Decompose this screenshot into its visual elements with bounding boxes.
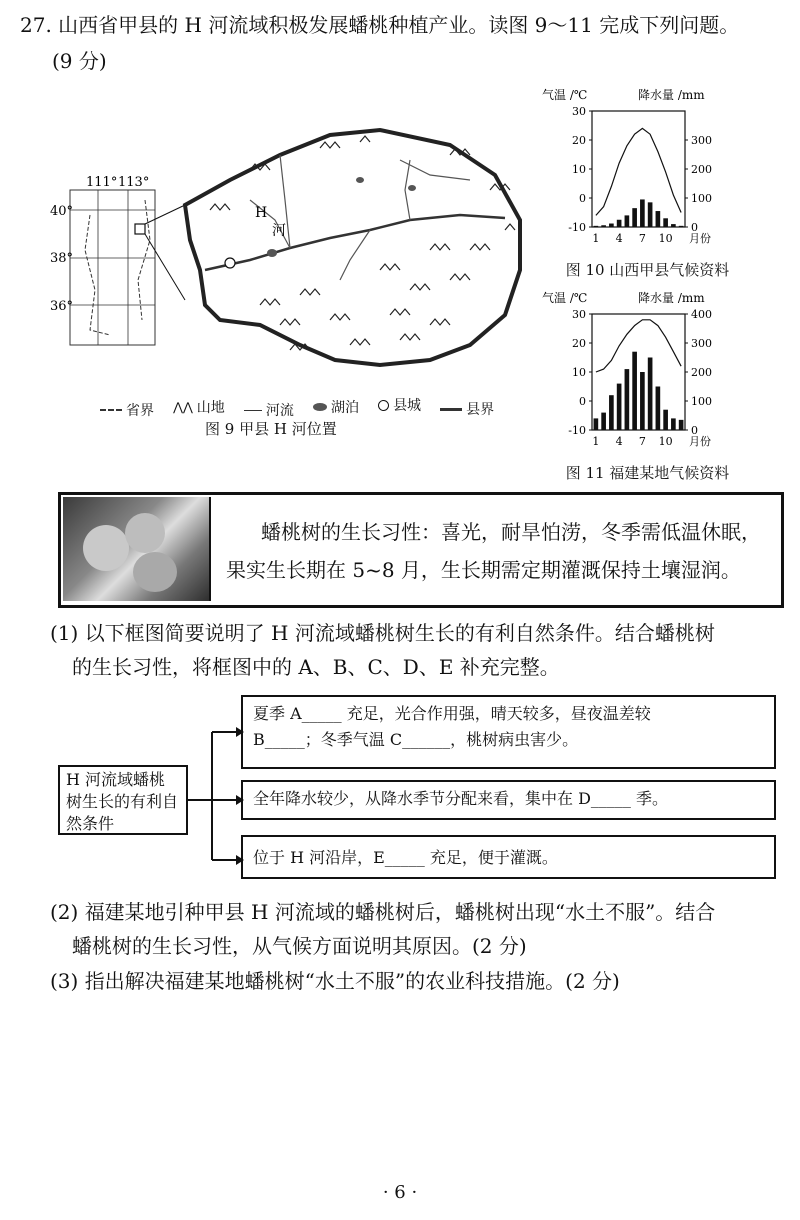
precip-axis-label: 降水量 /mm: [638, 88, 705, 102]
temp-tick-label: 20: [572, 337, 586, 350]
figure-9-caption: 图 9 甲县 H 河位置: [205, 420, 337, 438]
page-number: · 6 ·: [382, 1182, 418, 1203]
month-tick-label: 1: [592, 435, 600, 448]
legend-county: 县界: [466, 402, 495, 418]
precip-bar: [663, 218, 668, 227]
month-tick-label: 10: [658, 232, 673, 245]
precip-bar: [617, 384, 622, 430]
plot-frame: [592, 314, 685, 430]
precip-bar: [609, 395, 614, 430]
inset-map: [70, 190, 185, 345]
sub3-line-1: (3) 指出解决福建某地蟠桃树“水土不服”的农业科技措施。(2 分): [50, 969, 620, 993]
river-label-he: 河: [272, 223, 286, 239]
legend-mountain: 山地: [196, 399, 225, 416]
lon-label-113: 113°: [118, 175, 150, 190]
temp-tick-label: 0: [579, 395, 586, 408]
river-label-h: H: [255, 205, 268, 221]
flow-box-1-line-2: B_____；冬季气温 C______，桃树病虫害少。: [253, 730, 579, 749]
sub1-line-2: 的生长习性，将框图中的 A、B、C、D、E 补充完整。: [72, 655, 560, 679]
peach-photo: [63, 497, 209, 601]
temp-tick-label: 10: [572, 163, 586, 176]
month-tick-label: 4: [615, 232, 623, 245]
climate-chart-10: [540, 85, 755, 285]
precip-bar: [671, 224, 676, 227]
flow-box-3: 位于 H 河沿岸，E_____ 充足，便于灌溉。: [241, 835, 776, 879]
river-icon: [244, 410, 262, 411]
month-tick-label: 7: [638, 232, 646, 245]
precip-bar: [679, 420, 684, 430]
precip-bar: [625, 215, 630, 227]
flow-diagram: [58, 690, 778, 890]
figure-11-caption: 图 11 福建某地气候资料: [565, 464, 730, 482]
map-figure: [50, 120, 530, 420]
county-border-icon: [440, 408, 462, 411]
sub1-line-1: (1) 以下框图简要说明了 H 河流域蟠桃树生长的有利自然条件。结合蟠桃树: [50, 621, 715, 645]
precip-bar: [640, 372, 645, 430]
precip-tick-label: 400: [691, 308, 712, 321]
precip-tick-label: 0: [691, 221, 698, 234]
precip-axis-label: 降水量 /mm: [638, 291, 705, 305]
info-line-2: 果实生长期在 5~8 月，生长期需定期灌溉保持土壤湿润。: [226, 558, 741, 582]
temp-axis-label: 气温 /℃: [542, 88, 588, 102]
precip-tick-label: 200: [691, 366, 712, 379]
town-icon: [378, 400, 389, 411]
temp-tick-label: 30: [572, 105, 586, 118]
legend-lake: 湖泊: [330, 399, 359, 416]
figure-10-caption: 图 10 山西甲县气候资料: [565, 261, 730, 279]
lat-label-36: 36°: [50, 299, 74, 314]
map-legend: [100, 395, 508, 420]
temp-tick-label: 0: [579, 192, 586, 205]
temp-line: [596, 128, 681, 215]
temp-line: [596, 320, 681, 372]
lake-icon: [313, 403, 327, 411]
lon-label-111: 111°: [86, 175, 118, 190]
precip-bar: [671, 418, 676, 430]
question-line-2: (9 分): [52, 49, 107, 73]
question-line-1: 27. 山西省甲县的 H 河流域积极发展蟠桃种植产业。读图 9～11 完成下列问题。: [20, 13, 740, 37]
sub2-line-1: (2) 福建某地引种甲县 H 河流域的蟠桃树后，蟠桃树出现“水土不服”。结合: [50, 900, 716, 924]
flow-box-2: 全年降水较少，从降水季节分配来看，集中在 D_____ 季。: [241, 780, 776, 820]
precip-bar: [601, 413, 606, 430]
precip-tick-label: 200: [691, 163, 712, 176]
precip-bar: [640, 199, 645, 227]
legend-river: 河流: [265, 403, 294, 419]
precip-tick-label: 100: [691, 192, 712, 205]
county-boundary: [185, 130, 520, 365]
precip-bar: [609, 224, 614, 227]
month-tick-label: 1: [592, 232, 600, 245]
temp-axis-label: 气温 /℃: [542, 291, 588, 305]
precip-bar: [648, 358, 653, 431]
precip-bar: [625, 369, 630, 430]
precip-bar: [656, 387, 661, 431]
temp-tick-label: -10: [568, 424, 586, 437]
precip-bar: [632, 208, 637, 227]
precip-tick-label: 0: [691, 424, 698, 437]
temp-tick-label: 30: [572, 308, 586, 321]
flow-left-box: H 河流域蟠桃树生长的有利自然条件: [58, 765, 188, 835]
precip-bar: [679, 226, 684, 227]
temp-tick-label: 20: [572, 134, 586, 147]
month-tick-label: 10: [658, 435, 673, 448]
precip-bar: [632, 352, 637, 430]
legend-province: 省界: [126, 402, 154, 419]
precip-bar: [648, 202, 653, 227]
month-axis-label: 月份: [689, 232, 711, 245]
precip-bar: [594, 418, 599, 430]
temp-tick-label: -10: [568, 221, 586, 234]
sub2-line-2: 蟠桃树的生长习性，从气候方面说明其原因。(2 分): [72, 934, 527, 958]
precip-bar: [663, 410, 668, 430]
mountain-icon: ⋀⋀: [173, 399, 193, 414]
temp-tick-label: 10: [572, 366, 586, 379]
precip-bar: [601, 225, 606, 227]
lat-label-38: 38°: [50, 251, 74, 266]
precip-tick-label: 300: [691, 134, 712, 147]
flow-box-1: [241, 695, 776, 769]
info-line-1: 蟠桃树的生长习性：喜光，耐旱怕涝，冬季需低温休眠，: [261, 520, 761, 544]
precip-tick-label: 100: [691, 395, 712, 408]
precip-bar: [656, 211, 661, 227]
info-box: [58, 492, 784, 608]
flow-box-1-line-1: 夏季 A_____ 充足，光合作用强，晴天较多，昼夜温差较: [253, 704, 651, 723]
lat-label-40: 40°: [50, 204, 74, 219]
precip-tick-label: 300: [691, 337, 712, 350]
main-river: [205, 215, 505, 270]
legend-town: 县城: [393, 398, 422, 414]
month-tick-label: 4: [615, 435, 623, 448]
precip-bar: [594, 226, 599, 227]
climate-chart-11: [540, 288, 755, 488]
month-tick-label: 7: [638, 435, 646, 448]
plot-frame: [592, 111, 685, 227]
month-axis-label: 月份: [689, 435, 711, 448]
precip-bar: [617, 220, 622, 227]
